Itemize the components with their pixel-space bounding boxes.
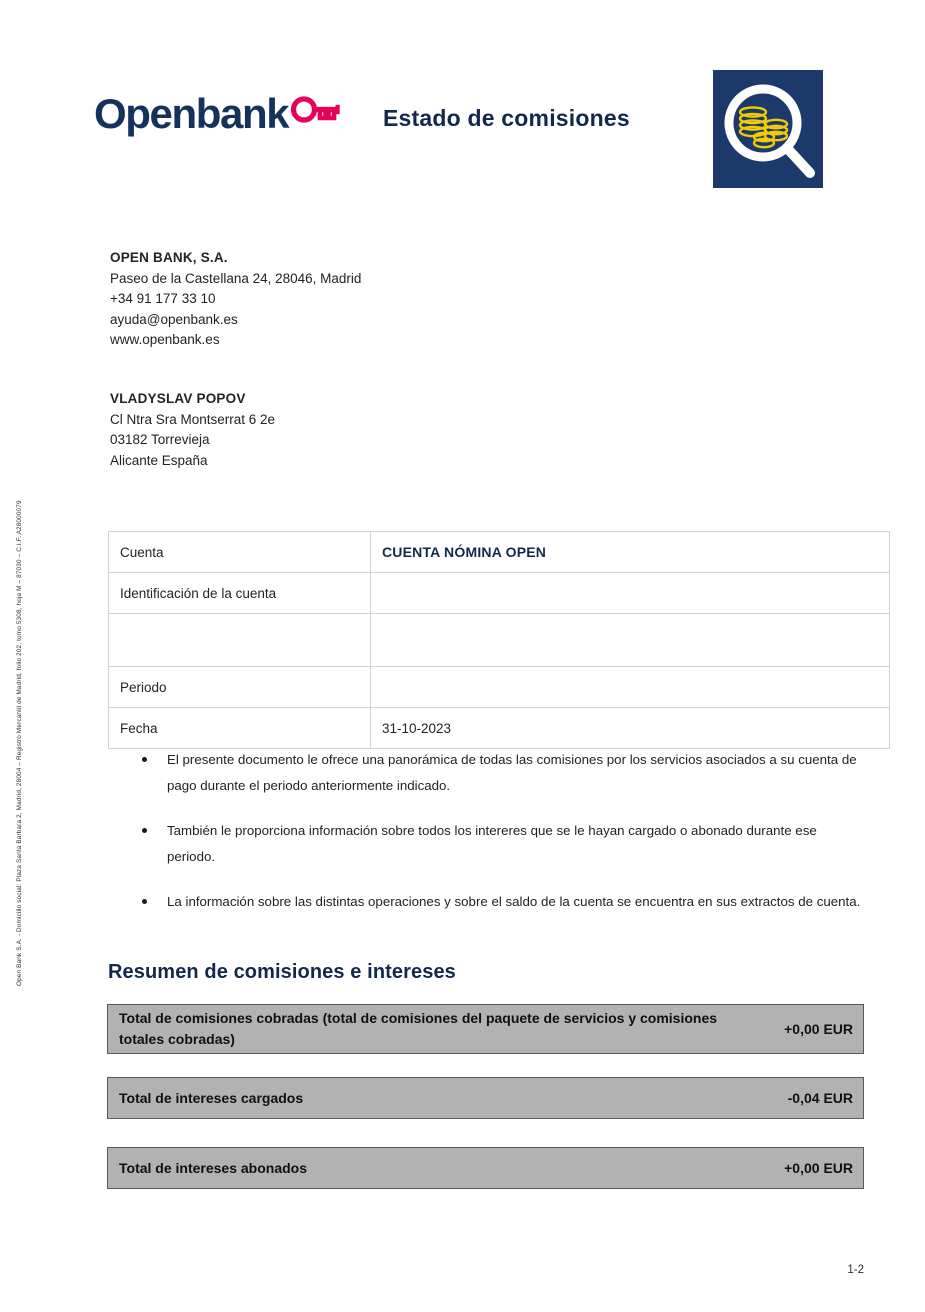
- list-item: [139, 818, 861, 870]
- list-item: [139, 747, 861, 799]
- table-cell-value: [371, 573, 890, 614]
- summary-label: Total de comisiones cobradas (total de comisiones del paquete de servicios y comisiones totales cobradas): [119, 1010, 718, 1047]
- bullet-dot-icon: [142, 899, 147, 904]
- summary-row-commissions: [107, 1004, 864, 1054]
- table-cell-label: Periodo: [109, 667, 371, 708]
- document-header: [0, 0, 925, 205]
- customer-street: Cl Ntra Sra Montserrat 6 2e: [110, 411, 276, 427]
- legal-vertical-strip: Open Bank S.A. - Domicilio social: Plaza Santa Barbara 2, Madrid, 28004 – Registro Mercantil de Madrid, folio 202, tomo 5308, hoja M – 87030 – C.I.F. A28000079: [16, 500, 23, 986]
- table-cell-label: Cuenta: [109, 532, 371, 573]
- page-number: 1-2: [847, 1264, 864, 1276]
- list-item: [139, 889, 861, 915]
- bank-phone: +34 91 177 33 10: [110, 291, 216, 306]
- bank-name: OPEN BANK, S.A.: [110, 250, 228, 265]
- list-item-text: El presente documento le ofrece una panorámica de todas las comisiones por los servicios asociados a su cuenta de pago durante el periodo anteriormente indicado.: [167, 752, 857, 793]
- table-cell-value: CUENTA NÓMINA OPEN: [371, 532, 890, 573]
- customer-name: VLADYSLAV POPOV: [110, 391, 246, 406]
- bank-address-block: [110, 248, 361, 351]
- magnifier-over-coins-icon: [713, 70, 823, 188]
- list-item-text: También le proporciona información sobre todos los intereres que se le hayan cargado o abonado durante ese periodo.: [167, 823, 817, 864]
- summary-row-interest-charged: [107, 1077, 864, 1119]
- table-cell-label: Identificación de la cuenta: [109, 573, 371, 614]
- bullet-dot-icon: [142, 828, 147, 833]
- bank-email: ayuda@openbank.es: [110, 311, 238, 327]
- table-row: [109, 708, 890, 749]
- summary-label: Total de intereses abonados: [119, 1159, 308, 1176]
- bank-street: Paseo de la Castellana 24, 28046, Madrid: [110, 270, 362, 286]
- table-cell-value: [371, 614, 890, 667]
- table-cell-value: [371, 667, 890, 708]
- table-cell-value: 31-10-2023: [371, 708, 890, 749]
- summary-row-interest-paid: [107, 1147, 864, 1189]
- summary-amount: -0,04 EUR: [787, 1090, 853, 1106]
- page-title: Estado de comisiones: [383, 105, 630, 131]
- openbank-logo: [94, 90, 342, 137]
- summary-heading: Resumen de comisiones e intereses: [108, 961, 456, 983]
- customer-address-block: [110, 389, 275, 471]
- summary-label: Total de intereses cargados: [119, 1089, 304, 1106]
- list-item-text: La información sobre las distintas operaciones y sobre el saldo de la cuenta se encuentra en sus extractos de cuenta.: [167, 894, 861, 909]
- table-row: [109, 614, 890, 667]
- brand-wordmark: Openbank: [94, 90, 289, 137]
- key-icon: [290, 95, 342, 130]
- summary-amount: +0,00 EUR: [784, 1021, 853, 1037]
- customer-city: 03182 Torrevieja: [110, 432, 210, 447]
- info-bullet-list: [139, 747, 861, 934]
- bullet-dot-icon: [142, 757, 147, 762]
- table-row: [109, 667, 890, 708]
- account-info-table: [108, 531, 890, 749]
- table-cell-label: Fecha: [109, 708, 371, 749]
- bank-website: www.openbank.es: [110, 332, 220, 347]
- table-row: [109, 532, 890, 573]
- table-cell-label: [109, 614, 371, 667]
- summary-amount: +0,00 EUR: [784, 1160, 853, 1176]
- customer-region: Alicante España: [110, 452, 208, 468]
- table-row: [109, 573, 890, 614]
